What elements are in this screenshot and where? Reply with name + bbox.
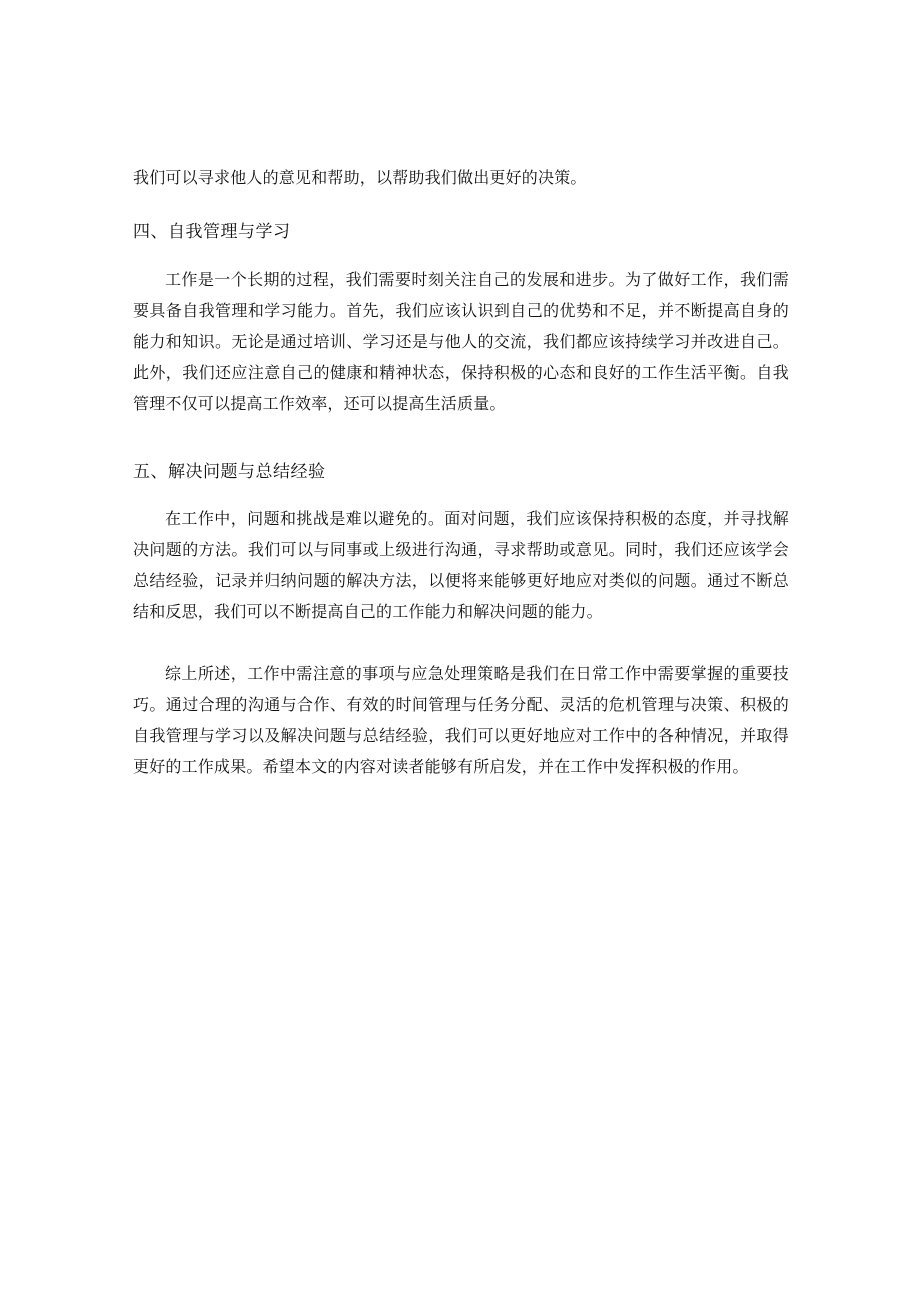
conclusion-paragraph: 综上所述，工作中需注意的事项与应急处理策略是我们在日常工作中需要掌握的重要技巧。通过合理的沟通与合作、有效的时间管理与任务分配、灵活的危机管理与决策、积极的自我管理与学习以及解决问题与总结经验，我们可以更好地应对工作中的各种情况，并取得更好的工作成果。希望本文的内容对读者能够有所启发，并在工作中发挥积极的作用。 (133, 664, 789, 776)
section-4-heading: 四、自我管理与学习 (133, 222, 291, 242)
section-4-paragraph: 工作是一个长期的过程，我们需要时刻关注自己的发展和进步。为了做好工作，我们需要具备自我管理和学习能力。首先，我们应该认识到自己的优势和不足，并不断提高自身的能力和知识。无论是通过培训、学习还是与他人的交流，我们都应该持续学习并改进自己。此外，我们还应注意自己的健康和精神状态，保持积极的心态和良好的工作生活平衡。自我管理不仅可以提高工作效率，还可以提高生活质量。 (133, 270, 789, 413)
section-5-paragraph: 在工作中，问题和挑战是难以避免的。面对问题，我们应该保持积极的态度，并寻找解决问题的方法。我们可以与同事或上级进行沟通，寻求帮助或意见。同时，我们还应该学会总结经验，记录并归纳问题的解决方法，以便将来能够更好地应对类似的问题。通过不断总结和反思，我们可以不断提高自己的工作能力和解决问题的能力。 (133, 509, 789, 621)
continuation-paragraph: 我们可以寻求他人的意见和帮助，以帮助我们做出更好的决策。 (133, 168, 587, 187)
section-5-heading: 五、解决问题与总结经验 (133, 462, 326, 482)
